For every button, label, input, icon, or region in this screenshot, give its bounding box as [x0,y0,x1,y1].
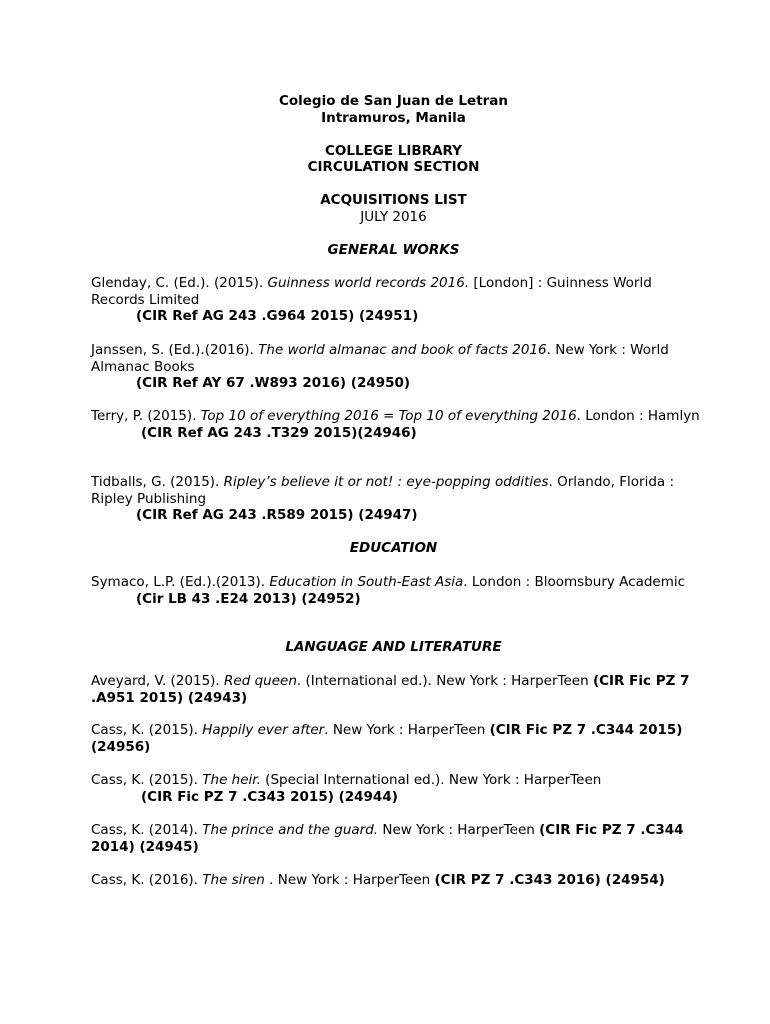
entry-call-number: (CIR Ref AY 67 .W893 2016) (24950) [136,375,411,392]
library-name: COLLEGE LIBRARY [324,143,462,159]
entry-publisher: . New York : HarperTeen [264,872,435,888]
entry-author-year: Janssen, S. (Ed.).(2016). [91,342,259,358]
list-item [91,574,701,607]
entry-call-number: (CIR PZ 7 .C343 2016) (24954) [434,872,665,888]
entry-call-number: (CIR Fic PZ 7 .A951 2015) (24943) [91,673,690,706]
entry-publisher: . New York : HarperTeen [324,722,490,738]
entry-author-year: Cass, K. (2016). [91,872,203,888]
section-heading-language-literature: LANGUAGE AND LITERATURE [285,639,502,655]
entry-author-year: Cass, K. (2015). [91,722,203,738]
entry-author-year: Terry, P. (2015). [91,408,201,424]
entry-publisher: [London] : Guinness World Records Limited [91,275,652,308]
entry-title: Guinness world records 2016. [267,275,470,291]
entry-call-number: (CIR Fic PZ 7 .C343 2015) (24944) [141,788,398,805]
entry-author-year: Symaco, L.P. (Ed.).(2013). [91,574,270,590]
entry-author-year: Cass, K. (2015). [91,772,203,788]
entry-title: Ripley’s believe it or not! : eye-popping oddities [223,474,549,490]
list-item [91,772,701,805]
section-heading-education: EDUCATION [349,540,438,556]
entry-title: The prince and the guard. [202,822,379,838]
institution-name: Colegio de San Juan de Letran [278,93,509,109]
entry-call-number: (CIR Fic PZ 7 .C344 2014) (24945) [91,822,684,855]
list-period: JULY 2016 [360,209,427,225]
list-item [91,474,701,524]
entry-call-number: (CIR Ref AG 243 .T329 2015)(24946) [141,424,417,441]
list-item [91,722,701,755]
entry-publisher: . (International ed.). New York : HarperTeen [296,673,593,689]
list-item [91,342,701,392]
entry-call-number: (Cir LB 43 .E24 2013) (24952) [136,590,361,607]
institution-location: Intramuros, Manila [321,110,466,126]
entry-title: The heir. [202,772,261,788]
entry-author-year: Cass, K. (2014). [91,822,203,838]
list-item [91,673,701,706]
entry-publisher: . London : Bloomsbury Academic [463,574,686,590]
entry-title: Education in South-East Asia [269,574,464,590]
entry-title: The siren [202,872,265,888]
entry-call-number: (CIR Ref AG 243 .G964 2015) (24951) [136,308,419,325]
section-heading-general-works: GENERAL WORKS [327,242,460,258]
entry-publisher: . Orlando, Florida : Ripley Publishing [91,474,675,507]
list-item [91,822,701,855]
entry-author-year: Tidballs, G. (2015). [91,474,224,490]
entry-title: The world almanac and book of facts 2016 [258,342,547,358]
entry-title: Happily ever after [202,722,325,738]
entry-title: Top 10 of everything 2016 = Top 10 of everything 2016 [200,408,577,424]
list-title: ACQUISITIONS LIST [320,192,467,208]
entry-author-year: Glenday, C. (Ed.). (2015). [91,275,268,291]
list-item [91,408,701,441]
entry-publisher: (Special International ed.). New York : HarperTeen [260,772,602,788]
list-item [91,275,701,325]
list-item [91,872,701,889]
entry-call-number: (CIR Ref AG 243 .R589 2015) (24947) [136,507,418,524]
entry-publisher: New York : HarperTeen [378,822,540,838]
entry-call-number: (CIR Fic PZ 7 .C344 2015) (24956) [91,722,683,755]
section-name: CIRCULATION SECTION [307,159,480,175]
entry-title: Red queen [224,673,297,689]
entry-publisher: . London : Hamlyn [576,408,700,424]
entry-publisher: . New York : World Almanac Books [91,342,669,375]
entry-author-year: Aveyard, V. (2015). [91,673,225,689]
